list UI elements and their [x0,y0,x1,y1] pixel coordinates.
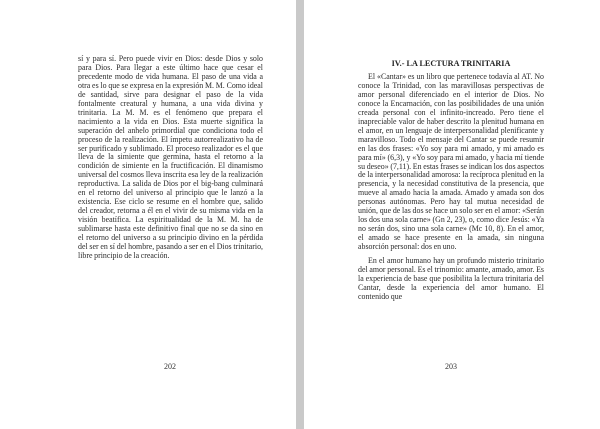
left-page [0,0,296,429]
right-page-number: 203 [445,362,457,371]
right-page [304,0,600,429]
left-page-text [78,55,263,261]
right-paragraph: El «Cantar» es un libro que pertenece todavía al AT. No conoce la Trinidad, con las maravillosas perspectivas de amor personal diferenciado en el interior de Dios. No conoce la Encarnación, con las posibilidades de una unión creada personal con el infinito-increado. Pero tiene el inapreciable valor de haber descrito la plenitud humana en el amor, en un lenguaje de interpersonalidad plenificante y maravilloso. Todo el mensaje del Cantar se puede resumir en las dos frases: «Yo soy para mi amado, y mi amado es para mí» (6,3), y «Yo soy para mi amado, y hacia mí tiende su deseo» (7,11). En estas frases se indican los dos aspectos de la interpersonalidad amorosa: la recíproca plenitud en la presencia, y la necesidad constitutiva de la presencia, que mueve al amado hacia la amada. Amado y amada son dos personas autónomas. Pero hay tal mutua necesidad de unión, que de las dos se hace un solo ser en el amor: «Serán los dos una sola carne» (Gn 2, 23), o, como dice Jesús: «Ya no serán dos, sino una sola carne» (Mc 10, 8). En el amor, el amado se hace presente en la amada, sin ninguna absorción personal: dos en uno. [358,72,544,252]
chapter-title: IV.- LA LECTURA TRINITARIA [391,59,511,68]
right-paragraph: En el amor humano hay un profundo misterio trinitario del amor personal. Es el trinomio: amante, amado, amor. Es la experiencia de base que posibilita la lectura trinitaria del Cantar, desde la experiencia del amor humano. El contenido que [358,256,544,301]
left-paragraph: sí y para sí. Pero puede vivir en Dios: desde Dios y solo para Dios. Para llegar a este último hace que cesar el precedente modo de vida humana. El paso de una vida a otra es lo que se expresa en la expresión M. M. Como ideal de santidad, sirve para designar el paso de la vida fontalmente creatural y humana, a una vida divina y trinitaria. La M. M. es el fenómeno que prepara el nacimiento a la vida en Dios. Esta muerte significa la superación del anhelo primordial que condiciona todo el proceso de la realización. El ímpetu autorrealizativo ha de ser purificado y sublimado. El proceso realizador es el que lleva de la simiente que germina, hasta el retorno a la condición de simiente en la fructificación. El dinamismo universal del cosmos lleva inscrita esa ley de la realización reproductiva. La salida de Dios por el big-bang culminará en el retorno del universo al principio que le lanzó a la existencia. Ese ciclo se resume en el hombre que, salido del creador, retorna a él en el vivir de su misma vida en la visión beatífica. La espiritualidad de la M. M. ha de sublimarse hasta este definitivo final que no se da sino en el retorno del universo a su principio divino en la pérdida del ser en sí del hombre, pasando a ser en el Dios trinitario, libre principio de la creación. [78,54,263,260]
left-page-number: 202 [164,362,176,371]
right-page-text [358,73,544,302]
book-gutter [296,0,304,429]
